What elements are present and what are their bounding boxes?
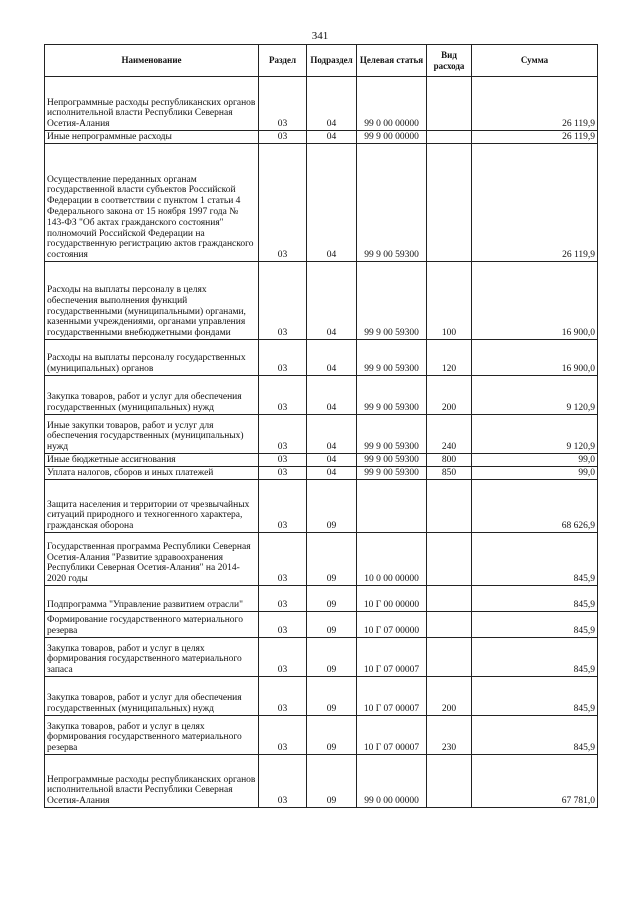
table-row <box>45 755 598 808</box>
row-section: 03 <box>259 755 307 808</box>
table-row <box>45 131 598 144</box>
row-type: 240 <box>427 415 472 454</box>
row-amount: 9 120,9 <box>472 415 598 454</box>
row-target: 10 Г 07 00000 <box>357 612 427 638</box>
table-row <box>45 415 598 454</box>
header-name: Наименование <box>45 45 259 77</box>
row-subsection: 04 <box>307 144 357 262</box>
row-subsection: 04 <box>307 415 357 454</box>
row-type: 200 <box>427 376 472 415</box>
row-target: 99 9 00 59300 <box>357 415 427 454</box>
row-name: Защита населения и территории от чрезвычайных ситуаций природного и техногенного характера, гражданская оборона <box>45 480 259 533</box>
row-section: 03 <box>259 716 307 755</box>
row-amount: 845,9 <box>472 533 598 586</box>
row-target: 10 Г 00 00000 <box>357 586 427 612</box>
row-subsection: 04 <box>307 77 357 131</box>
row-target: 99 9 00 59300 <box>357 376 427 415</box>
table-row <box>45 716 598 755</box>
row-type: 120 <box>427 340 472 376</box>
row-subsection: 04 <box>307 376 357 415</box>
row-target: 10 Г 07 00007 <box>357 716 427 755</box>
row-type <box>427 131 472 144</box>
row-target: 10 Г 07 00007 <box>357 638 427 677</box>
row-target: 99 9 00 59300 <box>357 454 427 467</box>
row-type <box>427 144 472 262</box>
row-section: 03 <box>259 467 307 480</box>
row-subsection: 09 <box>307 638 357 677</box>
row-section: 03 <box>259 262 307 340</box>
row-subsection: 09 <box>307 677 357 716</box>
row-name: Иные бюджетные ассигнования <box>45 454 259 467</box>
header-type: Вид расхода <box>427 45 472 77</box>
row-name: Закупка товаров, работ и услуг для обеспечения государственных (муниципальных) нужд <box>45 677 259 716</box>
row-type: 230 <box>427 716 472 755</box>
row-subsection: 09 <box>307 755 357 808</box>
row-type: 850 <box>427 467 472 480</box>
row-name: Непрограммные расходы республиканских органов исполнительной власти Республики Северная Осетия-Алания <box>45 77 259 131</box>
row-name: Уплата налогов, сборов и иных платежей <box>45 467 259 480</box>
table-row <box>45 677 598 716</box>
row-section: 03 <box>259 131 307 144</box>
row-section: 03 <box>259 376 307 415</box>
row-type <box>427 638 472 677</box>
row-amount: 68 626,9 <box>472 480 598 533</box>
row-amount: 845,9 <box>472 716 598 755</box>
table-row <box>45 612 598 638</box>
row-amount: 99,0 <box>472 467 598 480</box>
row-amount: 845,9 <box>472 586 598 612</box>
table-row <box>45 480 598 533</box>
row-section: 03 <box>259 454 307 467</box>
row-amount: 67 781,0 <box>472 755 598 808</box>
table-row <box>45 262 598 340</box>
row-type <box>427 480 472 533</box>
row-section: 03 <box>259 638 307 677</box>
table-row <box>45 376 598 415</box>
row-type: 100 <box>427 262 472 340</box>
row-target: 99 0 00 00000 <box>357 755 427 808</box>
row-target: 99 9 00 59300 <box>357 262 427 340</box>
row-target: 99 0 00 00000 <box>357 77 427 131</box>
row-subsection: 09 <box>307 612 357 638</box>
row-target <box>357 480 427 533</box>
header-target: Целевая статья <box>357 45 427 77</box>
row-section: 03 <box>259 612 307 638</box>
table-row <box>45 586 598 612</box>
row-name: Подпрограмма "Управление развитием отрасли" <box>45 586 259 612</box>
row-target: 10 0 00 00000 <box>357 533 427 586</box>
row-target: 99 9 00 59300 <box>357 467 427 480</box>
table-row <box>45 638 598 677</box>
row-name: Расходы на выплаты персоналу государственных (муниципальных) органов <box>45 340 259 376</box>
row-subsection: 04 <box>307 262 357 340</box>
row-type <box>427 755 472 808</box>
row-subsection: 04 <box>307 131 357 144</box>
row-name: Закупка товаров, работ и услуг в целях формирования государственного материального резерва <box>45 716 259 755</box>
row-section: 03 <box>259 415 307 454</box>
table-row <box>45 454 598 467</box>
row-section: 03 <box>259 77 307 131</box>
page-number: 341 <box>311 30 329 42</box>
row-type: 200 <box>427 677 472 716</box>
row-amount: 9 120,9 <box>472 376 598 415</box>
row-name: Расходы на выплаты персоналу в целях обеспечения выполнения функций государственными (муниципальными) органами, казенными учреждениями, органами управления государственными внебюджетными фондами <box>45 262 259 340</box>
table-row <box>45 77 598 131</box>
row-name: Непрограммные расходы республиканских органов исполнительной власти Республики Северная Осетия-Алания <box>45 755 259 808</box>
row-section: 03 <box>259 480 307 533</box>
row-subsection: 09 <box>307 480 357 533</box>
row-type: 800 <box>427 454 472 467</box>
table-header-row <box>45 45 598 77</box>
row-amount: 26 119,9 <box>472 77 598 131</box>
row-amount: 845,9 <box>472 677 598 716</box>
row-section: 03 <box>259 677 307 716</box>
table-row <box>45 467 598 480</box>
row-subsection: 04 <box>307 340 357 376</box>
header-section: Раздел <box>259 45 307 77</box>
row-section: 03 <box>259 144 307 262</box>
row-type <box>427 533 472 586</box>
row-type <box>427 586 472 612</box>
row-subsection: 04 <box>307 467 357 480</box>
row-name: Государственная программа Республики Северная Осетия-Алания "Развитие здравоохранения Республики Северная Осетия-Алания" на 2014-2020 годы <box>45 533 259 586</box>
row-type <box>427 77 472 131</box>
table-row <box>45 533 598 586</box>
row-target: 99 9 00 00000 <box>357 131 427 144</box>
row-target: 10 Г 07 00007 <box>357 677 427 716</box>
row-subsection: 09 <box>307 716 357 755</box>
table-row <box>45 340 598 376</box>
row-amount: 16 900,0 <box>472 340 598 376</box>
row-target: 99 9 00 59300 <box>357 340 427 376</box>
row-type <box>427 612 472 638</box>
row-name: Осуществление переданных органам государственной власти субъектов Российской Федерации в соответствии с пунктом 1 статьи 4 Федерального закона от 15 ноября 1997 года № 143-ФЗ "Об актах гражданского состояния" полномочий Российской Федерации на государственную регистрацию актов гражданского состояния <box>45 144 259 262</box>
row-subsection: 04 <box>307 454 357 467</box>
row-amount: 26 119,9 <box>472 131 598 144</box>
row-target: 99 9 00 59300 <box>357 144 427 262</box>
row-name: Иные непрограммные расходы <box>45 131 259 144</box>
header-amount: Сумма <box>472 45 598 77</box>
table-row <box>45 144 598 262</box>
row-name: Формирование государственного материального резерва <box>45 612 259 638</box>
row-section: 03 <box>259 586 307 612</box>
header-subsection: Подраздел <box>307 45 357 77</box>
row-subsection: 09 <box>307 586 357 612</box>
row-amount: 845,9 <box>472 612 598 638</box>
row-amount: 99,0 <box>472 454 598 467</box>
row-amount: 845,9 <box>472 638 598 677</box>
row-name: Закупка товаров, работ и услуг для обеспечения государственных (муниципальных) нужд <box>45 376 259 415</box>
row-section: 03 <box>259 340 307 376</box>
row-amount: 16 900,0 <box>472 262 598 340</box>
row-amount: 26 119,9 <box>472 144 598 262</box>
row-name: Закупка товаров, работ и услуг в целях формирования государственного материального запаса <box>45 638 259 677</box>
row-section: 03 <box>259 533 307 586</box>
row-name: Иные закупки товаров, работ и услуг для обеспечения государственных (муниципальных) нужд <box>45 415 259 454</box>
budget-table <box>44 44 598 808</box>
row-subsection: 09 <box>307 533 357 586</box>
